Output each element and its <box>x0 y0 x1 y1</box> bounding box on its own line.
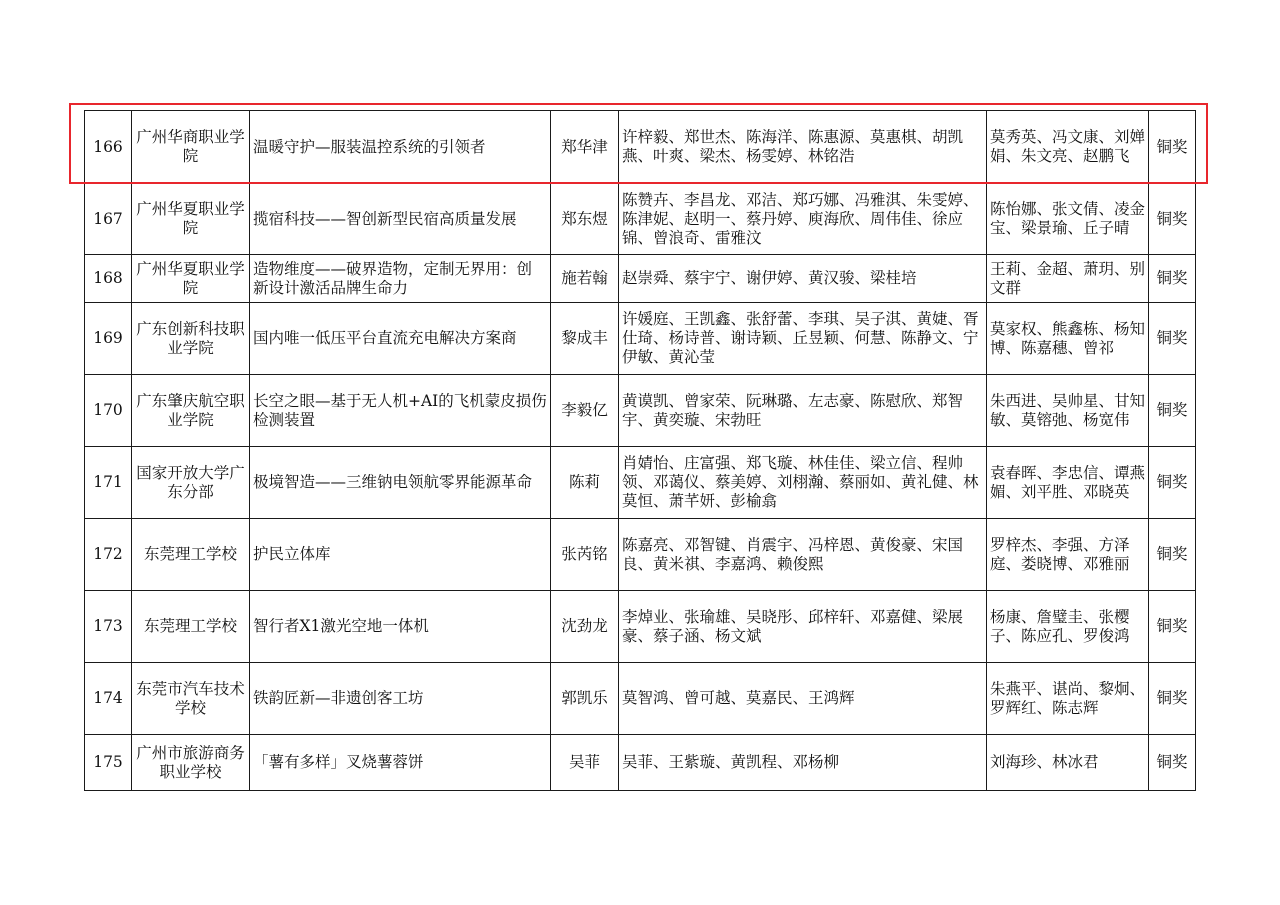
table-row <box>85 447 1196 519</box>
table-row <box>85 303 1196 375</box>
project-name: 铁韵匠新—非遗创客工坊 <box>250 663 551 735</box>
team-members: 许梓毅、郑世杰、陈海洋、陈惠源、莫惠棋、胡凯燕、叶爽、梁杰、杨雯婷、林铭浩 <box>619 111 987 184</box>
row-number: 167 <box>85 184 132 255</box>
team-leader: 吴菲 <box>551 735 619 791</box>
school-name: 东莞市汽车技术学校 <box>132 663 250 735</box>
advisors: 杨康、詹璧圭、张樱子、陈应孔、罗俊鸿 <box>987 591 1149 663</box>
project-name: 国内唯一低压平台直流充电解决方案商 <box>250 303 551 375</box>
row-number: 175 <box>85 735 132 791</box>
award-level: 铜奖 <box>1149 519 1196 591</box>
row-number: 171 <box>85 447 132 519</box>
award-level: 铜奖 <box>1149 184 1196 255</box>
row-number: 169 <box>85 303 132 375</box>
project-name: 「薯有多样」叉烧薯蓉饼 <box>250 735 551 791</box>
award-level: 铜奖 <box>1149 303 1196 375</box>
school-name: 广东创新科技职业学院 <box>132 303 250 375</box>
project-name: 智行者X1激光空地一体机 <box>250 591 551 663</box>
advisors: 朱燕平、谌尚、黎炯、罗辉红、陈志辉 <box>987 663 1149 735</box>
team-members: 黄谟凯、曾家荣、阮琳璐、左志豪、陈慰欣、郑智宇、黄奕璇、宋勃旺 <box>619 375 987 447</box>
school-name: 国家开放大学广东分部 <box>132 447 250 519</box>
team-leader: 张芮铭 <box>551 519 619 591</box>
award-level: 铜奖 <box>1149 375 1196 447</box>
table-row <box>85 255 1196 303</box>
table-row <box>85 663 1196 735</box>
school-name: 东莞理工学校 <box>132 591 250 663</box>
row-number: 174 <box>85 663 132 735</box>
project-name: 长空之眼—基于无人机+AI的飞机蒙皮损伤检测装置 <box>250 375 551 447</box>
school-name: 广州华夏职业学院 <box>132 184 250 255</box>
school-name: 广州华夏职业学院 <box>132 255 250 303</box>
school-name: 广州市旅游商务职业学校 <box>132 735 250 791</box>
team-members: 肖婧怡、庄富强、郑飞璇、林佳佳、梁立信、程帅领、邓蔼仪、蔡美婷、刘栩瀚、蔡丽如、黄礼健、林莫恒、萧芊妍、彭榆翕 <box>619 447 987 519</box>
table-row <box>85 519 1196 591</box>
team-leader: 施若翰 <box>551 255 619 303</box>
awards-table-body <box>85 111 1196 791</box>
advisors: 袁春晖、李忠信、谭燕媚、刘平胜、邓晓英 <box>987 447 1149 519</box>
team-leader: 黎成丰 <box>551 303 619 375</box>
award-level: 铜奖 <box>1149 111 1196 184</box>
team-members: 吴菲、王紫璇、黄凯程、邓杨柳 <box>619 735 987 791</box>
team-members: 赵崇舜、蔡宇宁、谢伊婷、黄汉骏、梁桂培 <box>619 255 987 303</box>
team-leader: 郑华津 <box>551 111 619 184</box>
school-name: 广东肇庆航空职业学院 <box>132 375 250 447</box>
table-row <box>85 591 1196 663</box>
row-number: 168 <box>85 255 132 303</box>
row-number: 166 <box>85 111 132 184</box>
award-level: 铜奖 <box>1149 447 1196 519</box>
table-row <box>85 184 1196 255</box>
table-row <box>85 375 1196 447</box>
team-leader: 郭凯乐 <box>551 663 619 735</box>
advisors: 王莉、金超、萧玥、别文群 <box>987 255 1149 303</box>
team-members: 李焯业、张瑜雄、吴晓彤、邱梓轩、邓嘉健、梁展豪、蔡子涵、杨文斌 <box>619 591 987 663</box>
advisors: 莫家权、熊鑫栋、杨知博、陈嘉穗、曾祁 <box>987 303 1149 375</box>
team-members: 陈嘉亮、邓智键、肖震宇、冯梓恩、黄俊豪、宋国良、黄米祺、李嘉鸿、赖俊熙 <box>619 519 987 591</box>
project-name: 极境智造——三维钠电领航零界能源革命 <box>250 447 551 519</box>
advisors: 陈怡娜、张文倩、凌金宝、梁景瑜、丘子晴 <box>987 184 1149 255</box>
team-leader: 陈莉 <box>551 447 619 519</box>
award-level: 铜奖 <box>1149 735 1196 791</box>
awards-table <box>84 110 1196 791</box>
project-name: 揽宿科技——智创新型民宿高质量发展 <box>250 184 551 255</box>
project-name: 造物维度——破界造物，定制无界用：创新设计激活品牌生命力 <box>250 255 551 303</box>
school-name: 广州华商职业学院 <box>132 111 250 184</box>
advisors: 罗梓杰、李强、方泽庭、娄晓博、邓雅丽 <box>987 519 1149 591</box>
award-level: 铜奖 <box>1149 591 1196 663</box>
team-leader: 沈劲龙 <box>551 591 619 663</box>
school-name: 东莞理工学校 <box>132 519 250 591</box>
team-members: 许媛庭、王凯鑫、张舒蕾、李琪、吴子淇、黄婕、胥仕琦、杨诗普、谢诗颖、丘昱颖、何慧、陈静文、宁伊敏、黄沁莹 <box>619 303 987 375</box>
team-leader: 郑东煜 <box>551 184 619 255</box>
table-row <box>85 735 1196 791</box>
team-members: 莫智鸿、曾可越、莫嘉民、王鸿辉 <box>619 663 987 735</box>
project-name: 护民立体库 <box>250 519 551 591</box>
award-level: 铜奖 <box>1149 255 1196 303</box>
advisors: 朱西进、吴帅星、甘知敏、莫镕弛、杨宽伟 <box>987 375 1149 447</box>
row-number: 172 <box>85 519 132 591</box>
team-members: 陈赞卉、李昌龙、邓洁、郑巧娜、冯雅淇、朱雯婷、陈津妮、赵明一、蔡丹婷、庾海欣、周伟佳、徐应锦、曾浪奇、雷雅汶 <box>619 184 987 255</box>
award-level: 铜奖 <box>1149 663 1196 735</box>
advisors: 莫秀英、冯文康、刘婵娟、朱文亮、赵鹏飞 <box>987 111 1149 184</box>
row-number: 170 <box>85 375 132 447</box>
table-row <box>85 111 1196 184</box>
advisors: 刘海珍、林冰君 <box>987 735 1149 791</box>
project-name: 温暖守护—服装温控系统的引领者 <box>250 111 551 184</box>
team-leader: 李毅亿 <box>551 375 619 447</box>
row-number: 173 <box>85 591 132 663</box>
